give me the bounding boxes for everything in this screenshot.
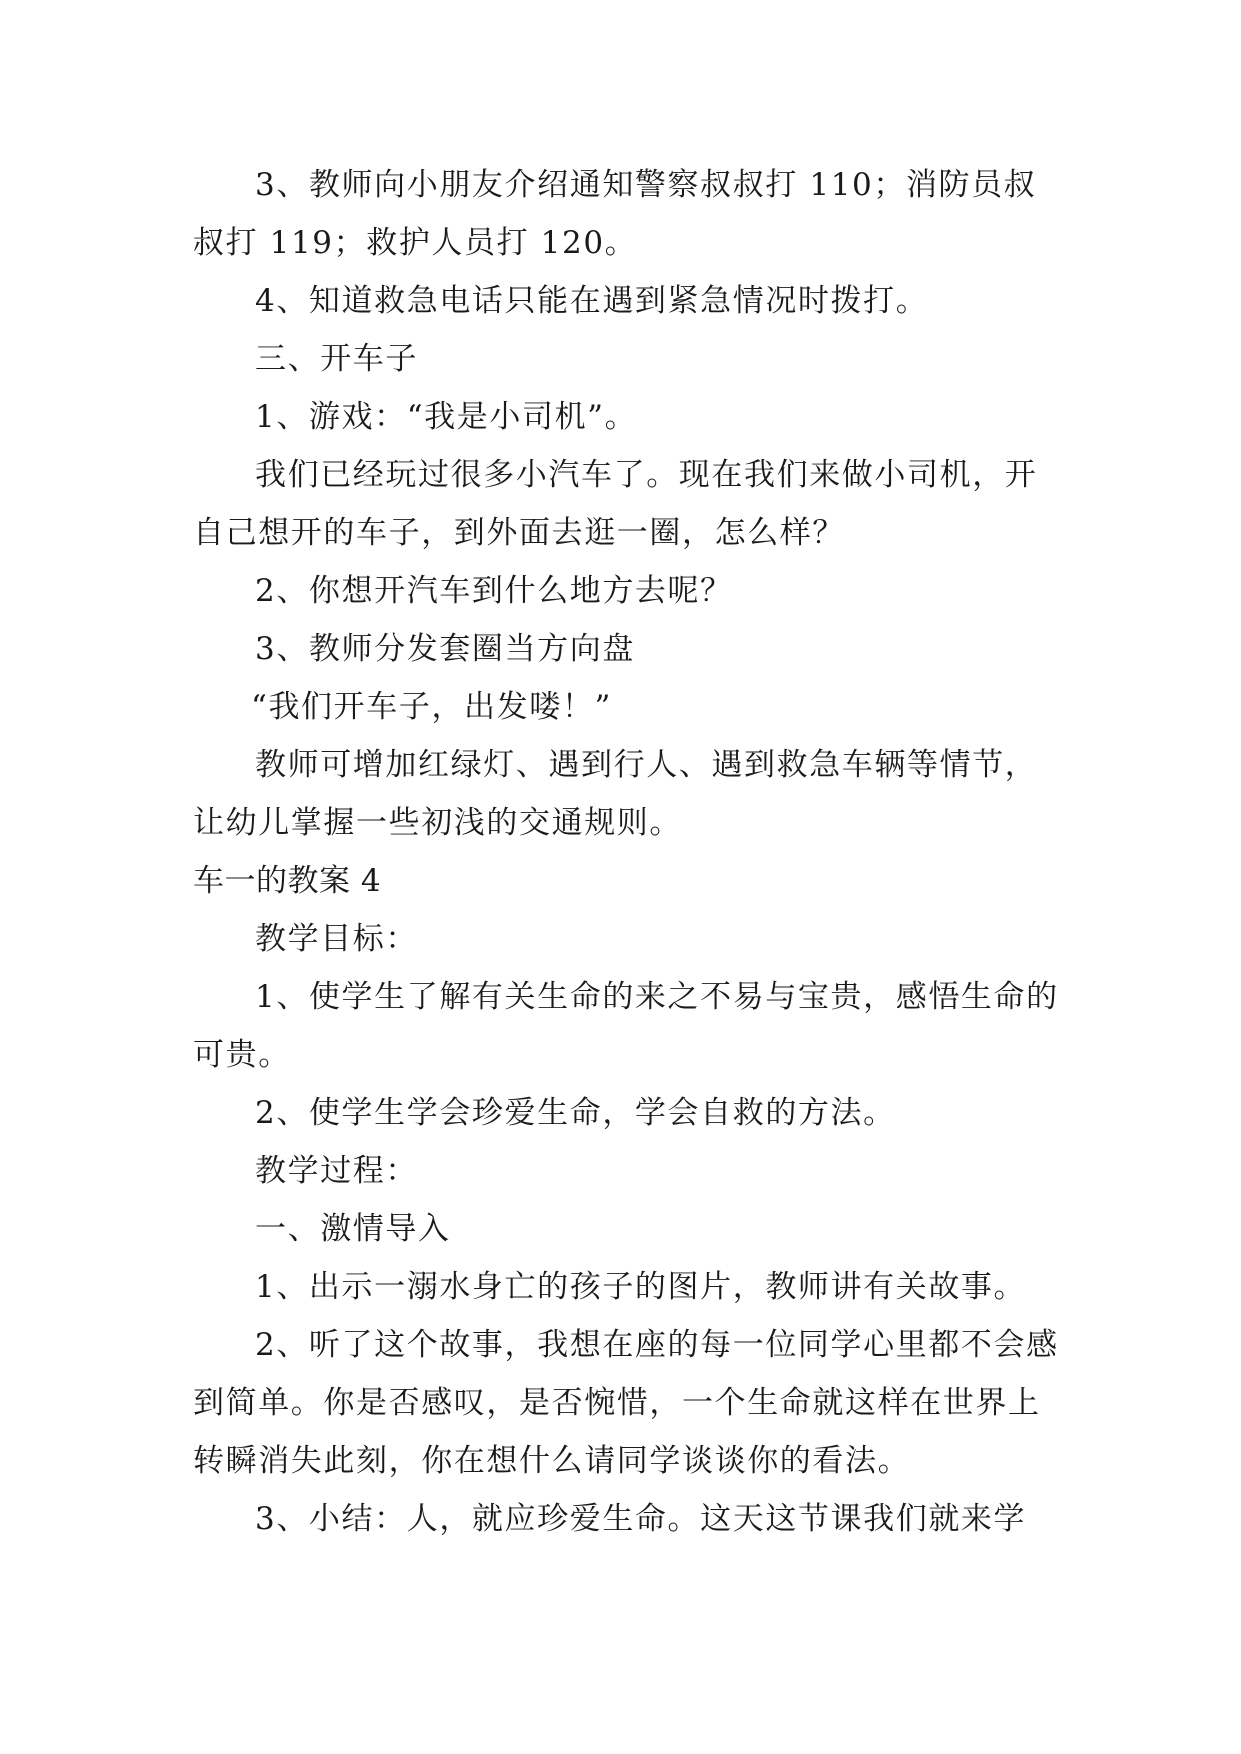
- paragraph-emergency-numbers: 3、教师向小朋友介绍通知警察叔叔打 110；消防员叔叔打 119；救护人员打 120。: [193, 167, 1037, 261]
- section-title: 车一的教案 4: [193, 863, 382, 899]
- heading-teaching-goals: 教学目标：: [255, 921, 418, 957]
- paragraph-depart: “我们开车子，出发喽！”: [251, 689, 612, 725]
- paragraph-traffic-rules: 教师可增加红绿灯、遇到行人、遇到救急车辆等情节，让幼儿掌握一些初浅的交通规则。: [193, 747, 1038, 841]
- paragraph-little-driver: 我们已经玩过很多小汽车了。现在我们来做小司机，开自己想开的车子，到外面去逛一圈，怎么样？: [193, 457, 1038, 551]
- paragraph-goal-1: 1、使学生了解有关生命的来之不易与宝贵，感悟生命的可贵。: [193, 979, 1059, 1073]
- paragraph-summary: 3、小结：人，就应珍爱生命。这天这节课我们就来学: [255, 1501, 1027, 1537]
- paragraph-goal-2: 2、使学生学会珍爱生命，学会自救的方法。: [255, 1095, 896, 1131]
- paragraph-game: 1、游戏：“我是小司机”。: [255, 399, 638, 435]
- heading-introduction: 一、激情导入: [255, 1211, 451, 1247]
- heading-teaching-process: 教学过程：: [255, 1153, 418, 1189]
- paragraph-steering-wheel: 3、教师分发套圈当方向盘: [255, 631, 635, 667]
- paragraph-show-picture: 1、出示一溺水身亡的孩子的图片，教师讲有关故事。: [255, 1269, 1027, 1305]
- heading-drive-car: 三、开车子: [255, 341, 418, 377]
- paragraph-emergency-use: 4、知道救急电话只能在遇到紧急情况时拨打。: [255, 283, 929, 319]
- paragraph-story-discussion: 2、听了这个故事，我想在座的每一位同学心里都不会感到简单。你是否感叹，是否惋惜，一个生命就这样在世界上转瞬消失此刻，你在想什么请同学谈谈你的看法。: [193, 1327, 1059, 1479]
- paragraph-where-to-go: 2、你想开汽车到什么地方去呢？: [255, 573, 733, 609]
- document-body: [193, 156, 1059, 1548]
